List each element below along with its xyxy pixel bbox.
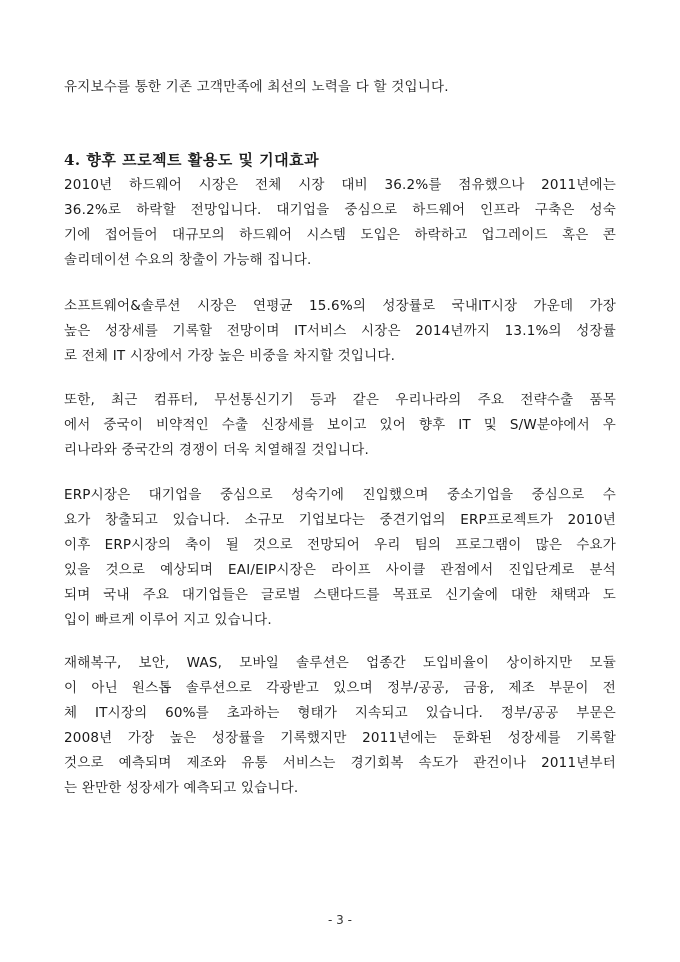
paragraph-line: 36.2%로 하락할 전망입니다. 대기업을 중심으로 하드웨어 인프라 구축은 성숙: [64, 202, 616, 218]
paragraph-line: 리나라와 중국간의 경쟁이 더욱 치열해질 것입니다.: [64, 442, 370, 458]
paragraph-line: 2008년 가장 높은 성장률을 기록했지만 2011년에는 둔화된 성장세를 기록할: [64, 730, 616, 746]
paragraph-line: 요가 창출되고 있습니다. 소규모 기업보다는 중견기업의 ERP프로젝트가 2010년: [64, 512, 616, 528]
paragraph-line: 는 완만한 성장세가 예측되고 있습니다.: [64, 780, 299, 796]
paragraph-line: 재해복구, 보안, WAS, 모바일 솔루션은 업종간 도입비율이 상이하지만 모듈: [64, 655, 616, 671]
paragraph-line: 기에 접어들어 대규모의 하드웨어 시스템 도입은 하락하고 업그레이드 혹은 콘: [64, 227, 616, 243]
paragraph-line: 또한, 최근 컴퓨터, 무선통신기기 등과 같은 우리나라의 주요 전략수출 품목: [64, 392, 616, 408]
paragraph-line: ERP시장은 대기업을 중심으로 성숙기에 진입했으며 중소기업을 중심으로 수: [64, 487, 616, 503]
paragraph-line: 이후 ERP시장의 축이 될 것으로 전망되어 우리 팀의 프로그램이 많은 수요가: [64, 537, 616, 553]
page-number: - 3 -: [328, 913, 352, 927]
paragraph-line: 에서 중국이 비약적인 수출 신장세를 보이고 있어 향후 IT 및 S/W분야에서 우: [64, 417, 616, 433]
paragraph-line: 되며 국내 주요 대기업들은 글로벌 스탠다드를 목표로 신기술에 대한 채택과 도: [64, 587, 616, 603]
paragraph-line: 입이 빠르게 이루어 지고 있습니다.: [64, 612, 272, 628]
paragraph-line: 있을 것으로 예상되며 EAI/EIP시장은 라이프 사이클 관점에서 진입단계로 분석: [64, 562, 616, 578]
paragraph-line: 것으로 예측되며 제조와 유통 서비스는 경기회복 속도가 관건이나 2011년부터: [64, 755, 616, 771]
paragraph-line: 높은 성장세를 기록할 전망이며 IT서비스 시장은 2014년까지 13.1%의 성장률: [64, 323, 616, 339]
intro-line: 유지보수를 통한 기존 고객만족에 최선의 노력을 다 할 것입니다.: [64, 79, 449, 95]
paragraph-line: 로 전체 IT 시장에서 가장 높은 비중을 차지할 것입니다.: [64, 348, 396, 364]
paragraph-line: 소프트웨어&솔루션 시장은 연평균 15.6%의 성장률로 국내IT시장 가운데 가장: [64, 298, 616, 314]
paragraph-line: 체 IT시장의 60%를 초과하는 형태가 지속되고 있습니다. 정부/공공 부문은: [64, 705, 616, 721]
paragraph-line: 이 아닌 원스톱 솔루션으로 각광받고 있으며 정부/공공, 금융, 제조 부문이 전: [64, 680, 616, 696]
paragraph-line: 2010년 하드웨어 시장은 전체 시장 대비 36.2%를 점유했으나 2011년에는: [64, 177, 616, 193]
paragraph-line: 솔리데이션 수요의 창출이 가능해 집니다.: [64, 252, 312, 268]
section-heading: 4. 향후 프로젝트 활용도 및 기대효과: [64, 151, 320, 169]
